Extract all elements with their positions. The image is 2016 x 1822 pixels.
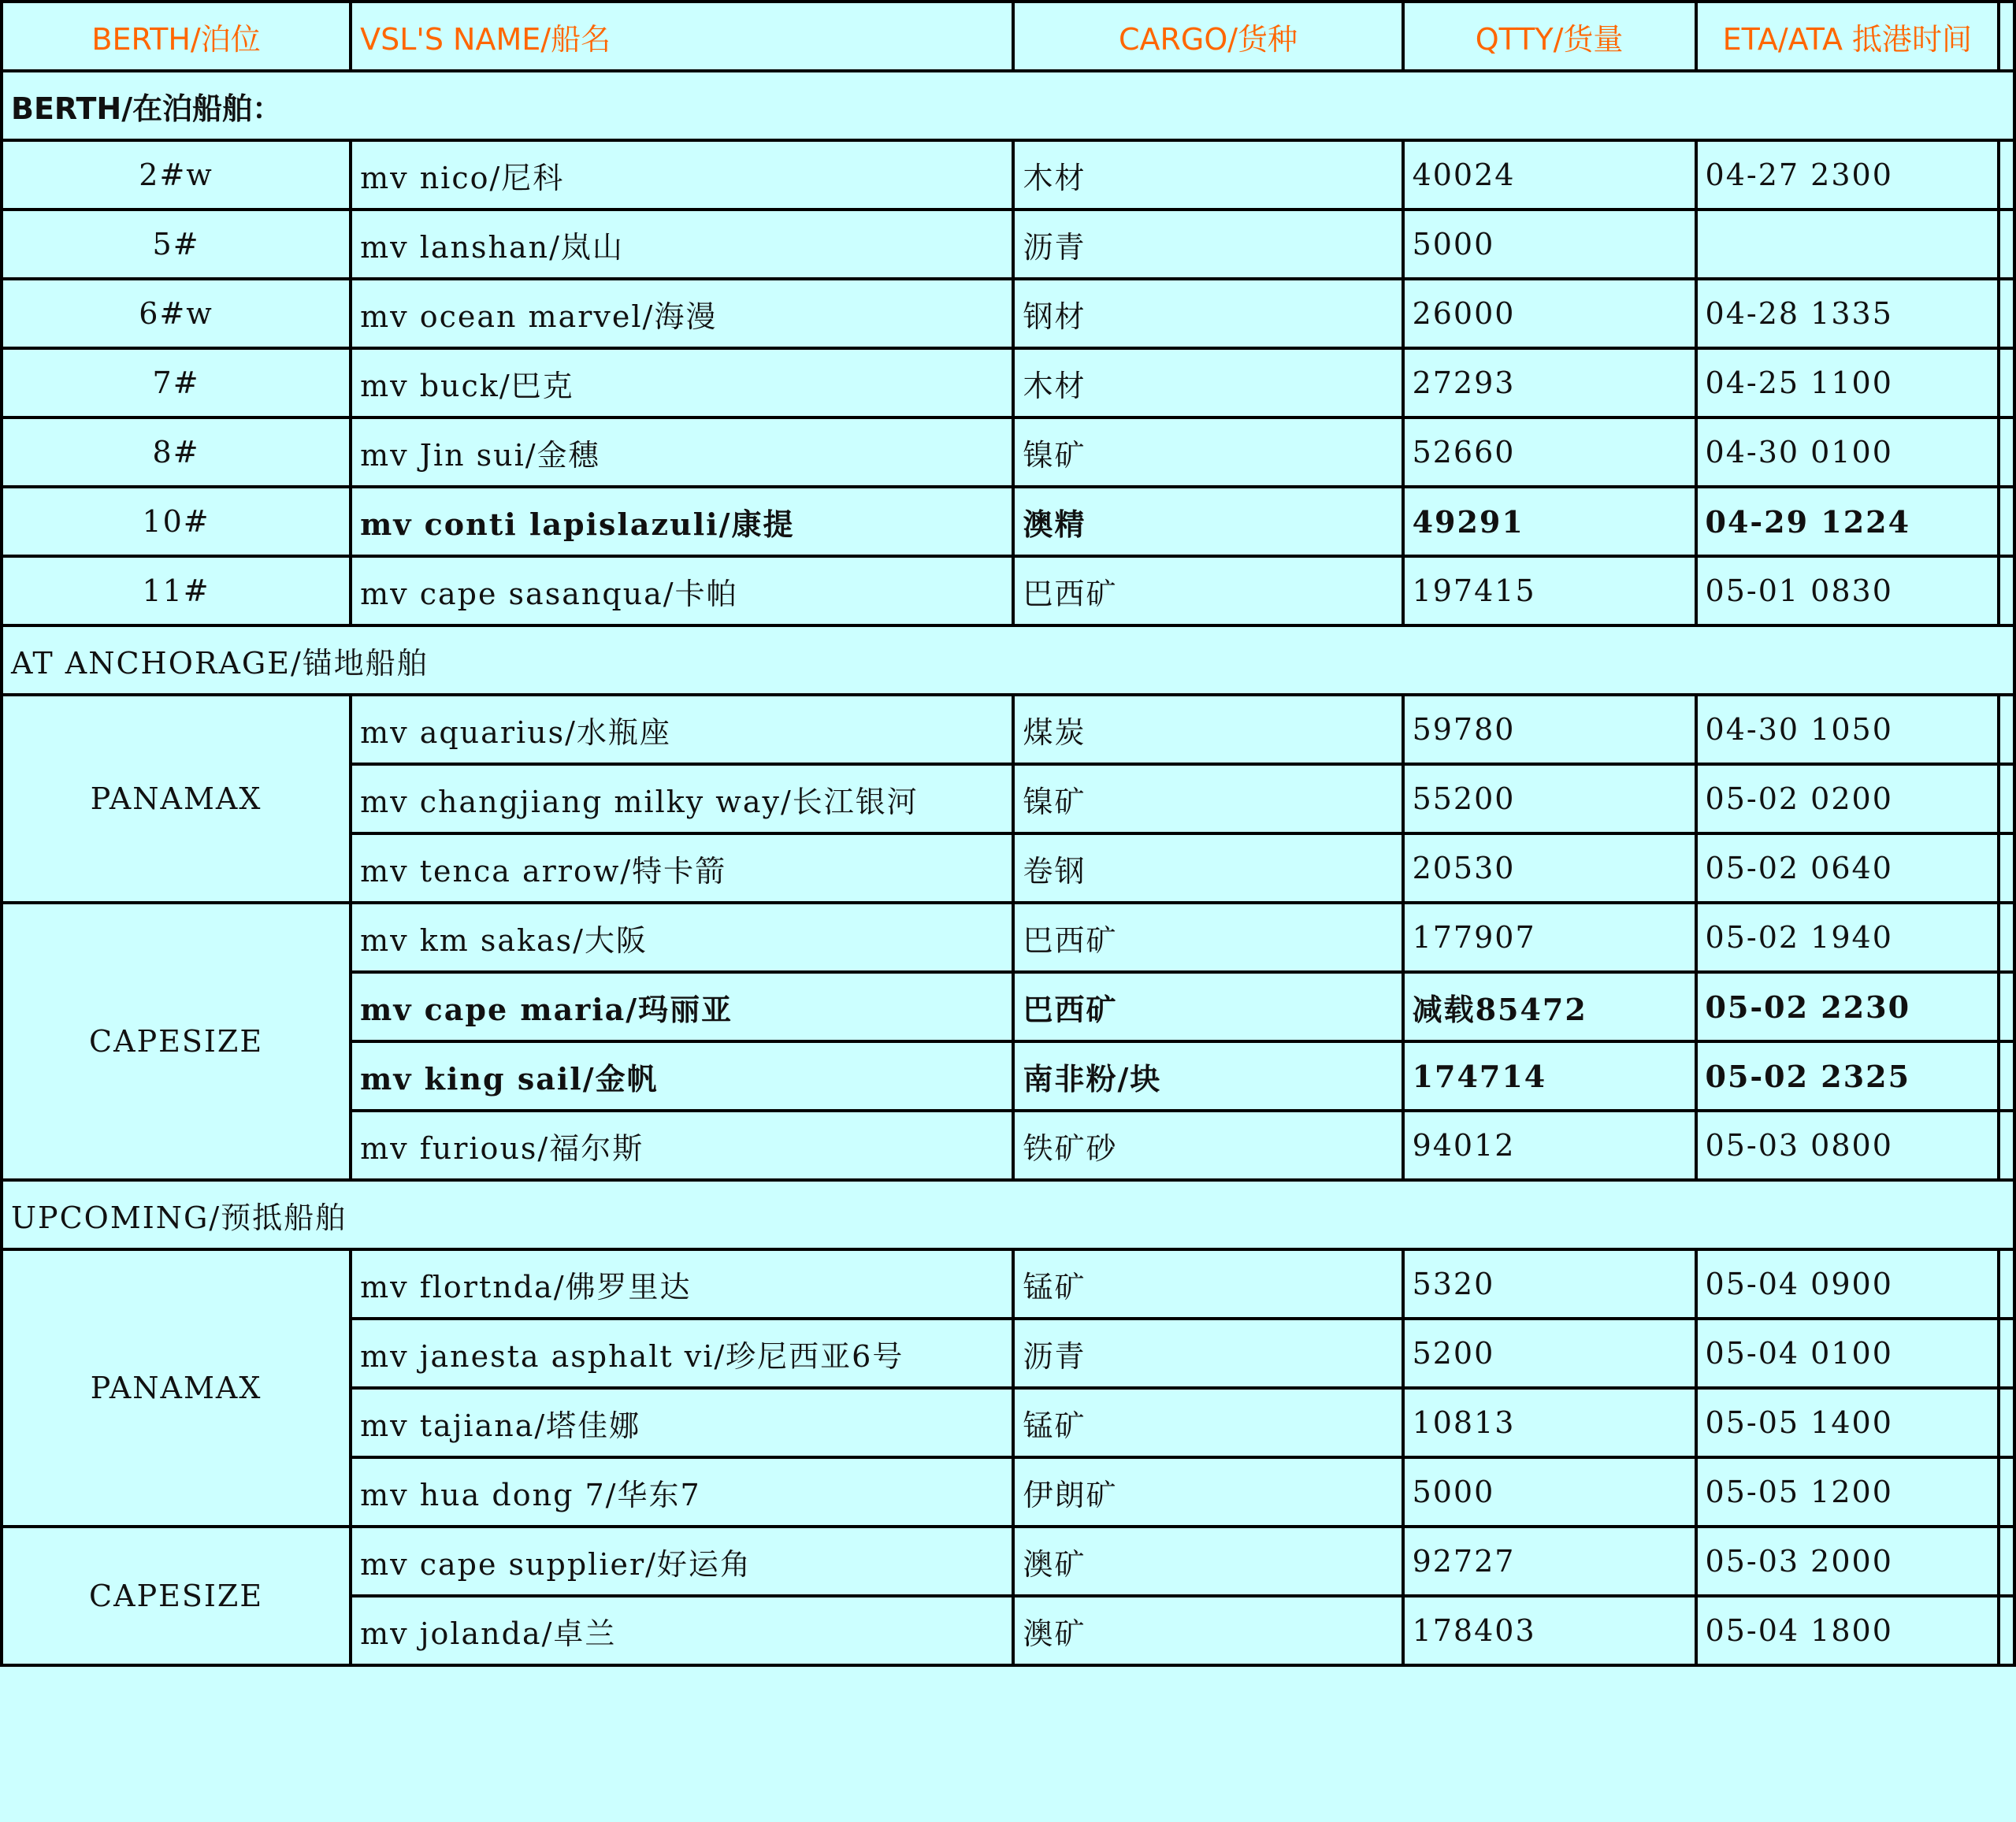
berth-cell[interactable]: 8#: [2, 417, 351, 487]
section-row: [2, 1180, 2014, 1249]
vessel-class-cell[interactable]: CAPESIZE: [2, 1527, 351, 1665]
blank-cell[interactable]: [1999, 556, 2014, 625]
table-row: [2, 903, 2014, 972]
cargo-cell[interactable]: 巴西矿: [1013, 972, 1402, 1041]
blank-cell[interactable]: [1999, 140, 2014, 210]
vessel-name-cell[interactable]: mv changjiang milky way/长江银河: [351, 764, 1013, 833]
eta-cell[interactable]: 04-30 0100: [1696, 417, 1999, 487]
quantity-cell[interactable]: 26000: [1403, 279, 1696, 348]
section-anchorage-title[interactable]: AT ANCHORAGE/锚地船舶: [2, 625, 2014, 695]
blank-cell[interactable]: [1999, 972, 2014, 1041]
eta-cell[interactable]: 04-25 1100: [1696, 348, 1999, 417]
blank-cell[interactable]: [1999, 903, 2014, 972]
eta-cell[interactable]: 05-02 2230: [1696, 972, 1999, 1041]
cargo-cell[interactable]: 沥青: [1013, 1319, 1402, 1388]
vessel-name-cell[interactable]: mv cape maria/玛丽亚: [351, 972, 1013, 1041]
blank-cell[interactable]: [1999, 695, 2014, 764]
blank-cell[interactable]: [1999, 833, 2014, 903]
quantity-cell[interactable]: 59780: [1403, 695, 1696, 764]
blank-cell[interactable]: [1999, 1249, 2014, 1319]
vessel-name-cell[interactable]: mv flortnda/佛罗里达: [351, 1249, 1013, 1319]
quantity-cell[interactable]: 40024: [1403, 140, 1696, 210]
cargo-cell[interactable]: 伊朗矿: [1013, 1457, 1402, 1527]
eta-cell[interactable]: 05-05 1400: [1696, 1388, 1999, 1457]
berth-cell[interactable]: 10#: [2, 487, 351, 556]
blank-cell[interactable]: [1999, 1596, 2014, 1665]
blank-cell[interactable]: [1999, 279, 2014, 348]
blank-cell[interactable]: [1999, 487, 2014, 556]
quantity-cell[interactable]: 92727: [1403, 1527, 1696, 1596]
cargo-cell[interactable]: 锰矿: [1013, 1249, 1402, 1319]
cargo-cell[interactable]: 铁矿砂: [1013, 1111, 1402, 1180]
berth-cell[interactable]: 6#w: [2, 279, 351, 348]
eta-cell[interactable]: 05-04 1800: [1696, 1596, 1999, 1665]
vessel-name-cell[interactable]: mv tenca arrow/特卡箭: [351, 833, 1013, 903]
vessel-name-cell[interactable]: mv Jin sui/金穗: [351, 417, 1013, 487]
quantity-cell[interactable]: 5200: [1403, 1319, 1696, 1388]
quantity-cell[interactable]: 49291: [1403, 487, 1696, 556]
quantity-cell[interactable]: 5000: [1403, 210, 1696, 279]
section-upcoming-title[interactable]: UPCOMING/预抵船舶: [2, 1180, 2014, 1249]
cargo-cell[interactable]: 南非粉/块: [1013, 1041, 1402, 1111]
header-vessel-name[interactable]: VSL'S NAME/船名: [351, 2, 1013, 71]
eta-cell[interactable]: 05-01 0830: [1696, 556, 1999, 625]
blank-cell[interactable]: [1999, 1319, 2014, 1388]
table-row: [2, 417, 2014, 487]
blank-cell[interactable]: [1999, 1111, 2014, 1180]
eta-cell[interactable]: 05-03 2000: [1696, 1527, 1999, 1596]
cargo-cell[interactable]: 澳精: [1013, 487, 1402, 556]
cargo-cell[interactable]: 煤炭: [1013, 695, 1402, 764]
eta-cell[interactable]: 05-02 0640: [1696, 833, 1999, 903]
table-row: [2, 695, 2014, 764]
vessel-name-cell[interactable]: mv hua dong 7/华东7: [351, 1457, 1013, 1527]
eta-cell[interactable]: 05-02 1940: [1696, 903, 1999, 972]
quantity-cell[interactable]: 197415: [1403, 556, 1696, 625]
vessel-name-cell[interactable]: mv km sakas/大阪: [351, 903, 1013, 972]
vessel-name-cell[interactable]: mv conti lapislazuli/康提: [351, 487, 1013, 556]
vessel-class-cell[interactable]: PANAMAX: [2, 695, 351, 903]
eta-cell[interactable]: 04-30 1050: [1696, 695, 1999, 764]
section-row: [2, 625, 2014, 695]
header-row: [2, 2, 2014, 71]
berth-cell[interactable]: 5#: [2, 210, 351, 279]
cargo-cell[interactable]: 镍矿: [1013, 417, 1402, 487]
vessel-class-cell[interactable]: CAPESIZE: [2, 903, 351, 1180]
cargo-cell[interactable]: 木材: [1013, 140, 1402, 210]
table-row: [2, 1249, 2014, 1319]
eta-cell[interactable]: 05-04 0900: [1696, 1249, 1999, 1319]
blank-cell[interactable]: [1999, 764, 2014, 833]
blank-cell[interactable]: [1999, 1527, 2014, 1596]
table-row: [2, 140, 2014, 210]
cargo-cell[interactable]: 巴西矿: [1013, 556, 1402, 625]
cargo-cell[interactable]: 镍矿: [1013, 764, 1402, 833]
cargo-cell[interactable]: 澳矿: [1013, 1596, 1402, 1665]
vessel-name-cell[interactable]: mv lanshan/岚山: [351, 210, 1013, 279]
vessel-class-cell[interactable]: PANAMAX: [2, 1249, 351, 1527]
vessel-name-cell[interactable]: mv ocean marvel/海漫: [351, 279, 1013, 348]
blank-cell[interactable]: [1999, 210, 2014, 279]
vessel-name-cell[interactable]: mv janesta asphalt vi/珍尼西亚6号: [351, 1319, 1013, 1388]
eta-cell[interactable]: 04-29 1224: [1696, 487, 1999, 556]
table-row: [2, 348, 2014, 417]
blank-cell[interactable]: [1999, 1041, 2014, 1111]
header-berth[interactable]: BERTH/泊位: [2, 2, 351, 71]
eta-cell[interactable]: 05-02 0200: [1696, 764, 1999, 833]
blank-cell[interactable]: [1999, 348, 2014, 417]
section-berth-title[interactable]: BERTH/在泊船舶：: [2, 71, 2014, 140]
eta-cell[interactable]: 05-02 2325: [1696, 1041, 1999, 1111]
blank-cell[interactable]: [1999, 1457, 2014, 1527]
eta-cell[interactable]: 05-04 0100: [1696, 1319, 1999, 1388]
berth-cell[interactable]: 7#: [2, 348, 351, 417]
vessel-name-cell[interactable]: mv nico/尼科: [351, 140, 1013, 210]
vessel-name-cell[interactable]: mv cape sasanqua/卡帕: [351, 556, 1013, 625]
vessel-name-cell[interactable]: mv jolanda/卓兰: [351, 1596, 1013, 1665]
vessel-name-cell[interactable]: mv cape supplier/好运角: [351, 1527, 1013, 1596]
quantity-cell[interactable]: 55200: [1403, 764, 1696, 833]
eta-cell[interactable]: 05-05 1200: [1696, 1457, 1999, 1527]
vessel-name-cell[interactable]: mv furious/福尔斯: [351, 1111, 1013, 1180]
cargo-cell[interactable]: 木材: [1013, 348, 1402, 417]
header-cargo[interactable]: CARGO/货种: [1013, 2, 1402, 71]
vessel-name-cell[interactable]: mv tajiana/塔佳娜: [351, 1388, 1013, 1457]
table-row-highlighted: [2, 487, 2014, 556]
table-row: [2, 279, 2014, 348]
cargo-cell[interactable]: 卷钢: [1013, 833, 1402, 903]
quantity-cell[interactable]: 27293: [1403, 348, 1696, 417]
quantity-cell[interactable]: 减载85472: [1403, 972, 1696, 1041]
table-row: [2, 556, 2014, 625]
vessel-name-cell[interactable]: mv aquarius/水瓶座: [351, 695, 1013, 764]
cargo-cell[interactable]: 巴西矿: [1013, 903, 1402, 972]
eta-cell[interactable]: [1696, 210, 1999, 279]
quantity-cell[interactable]: 5320: [1403, 1249, 1696, 1319]
cargo-cell[interactable]: 沥青: [1013, 210, 1402, 279]
header-quantity[interactable]: QTTY/货量: [1403, 2, 1696, 71]
table-row: [2, 210, 2014, 279]
eta-cell[interactable]: 04-28 1335: [1696, 279, 1999, 348]
cargo-cell[interactable]: 澳矿: [1013, 1527, 1402, 1596]
quantity-cell[interactable]: 52660: [1403, 417, 1696, 487]
quantity-cell[interactable]: 178403: [1403, 1596, 1696, 1665]
vessel-name-cell[interactable]: mv king sail/金帆: [351, 1041, 1013, 1111]
blank-cell[interactable]: [1999, 2, 2014, 71]
table-row: [2, 1527, 2014, 1596]
berth-cell[interactable]: 11#: [2, 556, 351, 625]
eta-cell[interactable]: 04-27 2300: [1696, 140, 1999, 210]
quantity-cell[interactable]: 174714: [1403, 1041, 1696, 1111]
quantity-cell[interactable]: 94012: [1403, 1111, 1696, 1180]
blank-cell[interactable]: [1999, 1388, 2014, 1457]
quantity-cell[interactable]: 177907: [1403, 903, 1696, 972]
header-eta[interactable]: ETA/ATA 抵港时间: [1696, 2, 1999, 71]
quantity-cell[interactable]: 5000: [1403, 1457, 1696, 1527]
vessel-name-cell[interactable]: mv buck/巴克: [351, 348, 1013, 417]
eta-cell[interactable]: 05-03 0800: [1696, 1111, 1999, 1180]
section-row: [2, 71, 2014, 140]
blank-cell[interactable]: [1999, 417, 2014, 487]
quantity-cell[interactable]: 20530: [1403, 833, 1696, 903]
berth-cell[interactable]: 2#w: [2, 140, 351, 210]
cargo-cell[interactable]: 钢材: [1013, 279, 1402, 348]
quantity-cell[interactable]: 10813: [1403, 1388, 1696, 1457]
cargo-cell[interactable]: 锰矿: [1013, 1388, 1402, 1457]
